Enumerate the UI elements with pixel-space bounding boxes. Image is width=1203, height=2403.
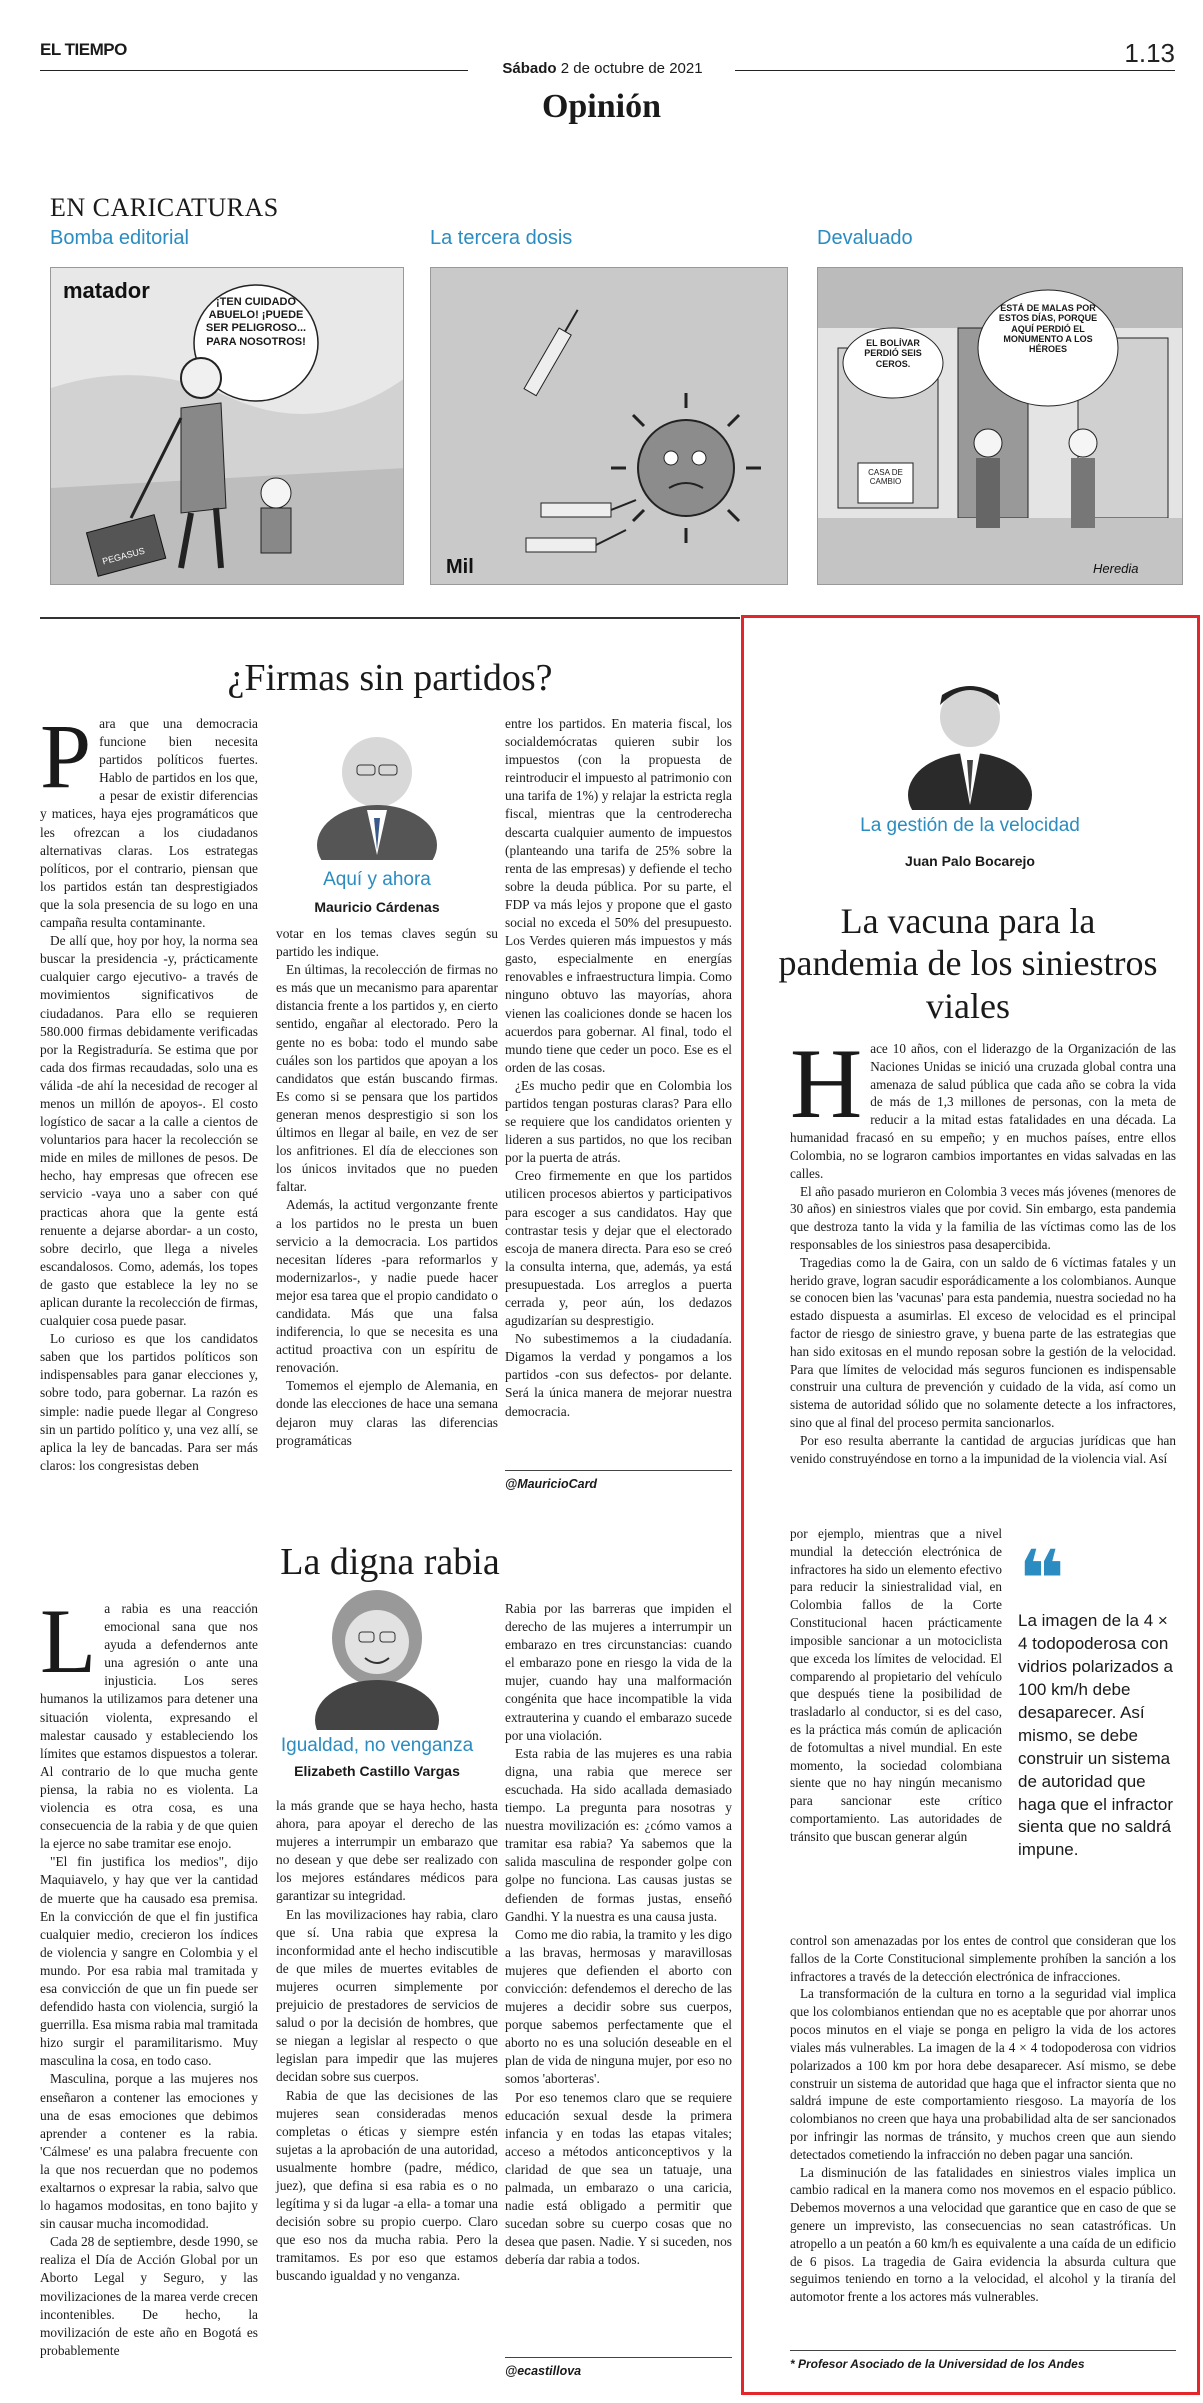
article-2-para: "El fin justifica los medios", dijo Maquiavelo, y hay que ver la cantidad de muerte que ha causado esa premisa. En la convicción de que el fin justifica cualquier medio, crecieron los índices de violencia y sangre en Colombia y el mundo. Por esa rabia mal tramitada y esa convicción de que un fin puede ser defendido hasta con violencia, surgió la guerrilla. Esa misma rabia mal tramitada hizo surgir el paramilitarismo. Muy masculina la cosa, en todo caso.	[40, 1854, 258, 2069]
article-3-title: La vacuna para la pandemia de los siniestros viales	[778, 901, 1158, 1026]
article-2-para: Como me dio rabia, la tramito y les digo a las bravas, hermosas y maravillosas mujeres que defienden el aborto con convicción: defendemos el derecho de las mujeres a decidir sobre sus cuerpos, porque sabemos perfectamente que el aborto no es una solución deseable en el plan de vida de ninguna mujer, por eso no somos 'aborteras'.	[505, 1926, 732, 2087]
article-1-column-name: Aquí y ahora	[323, 869, 431, 890]
article-2-para: a rabia es una reacción emocional sana que nos ayuda a defendernos ante una agresión o ante una injusticia. Los seres humanos la utilizamos para detener una situación violenta, expresando el malestar causado y estableciendo los límites que estamos dispuestos a tolerar. Al contrario de lo que mucha gente piensa, la rabia no es violenta. La violencia es otra cosa, es una consecuencia de la rabia y de que quien la ejerce no sabe tramitar ese enojo.	[40, 1601, 258, 1852]
cartoon-3-image	[817, 267, 1183, 585]
article-2-para: Por eso tenemos claro que se requiere educación sexual desde la primera infancia y en todas las etapas vitales; acceso a métodos anticonceptivos y la claridad de que sea un tatuaje, una palmada, un embarazo o una caricia, nadie está obligado a permitir que sucedan sobre su cuerpo cosas que no desea que pasen. Nadie. Y si suceden, nos debería dar rabia a todos.	[505, 2089, 732, 2268]
article-2-dropcap: L	[40, 1590, 97, 1692]
article-3-para: por ejemplo, mientras que a nivel mundial la detección electrónica de infractores ha sido un elemento efectivo para reducir la siniestralidad vial, en Colombia fallos de la Corte Constitucional hacen prácticamente imposible sancionar a un motociclista que exceda los límites de velocidad. El comparendo al propietario del vehículo que después tiene la posibilidad de trasladarlo al conductor, si es del caso, es la práctica más común de aplicación de fotomultas a nivel mundial. En este momento, la sociedad colombiana siente que no hay ningún mecanismo para sancionar este crítico comportamiento. Las autoridades de tránsito que buscan generar algún	[790, 1526, 1002, 1844]
article-2-author-photo	[262, 1560, 492, 1730]
article-1-para: En últimas, la recolección de firmas no es más que un mecanismo para aparentar distancia frente a los partidos y, en cierto sentido, engañar al electorado. Pero la gente no es boba: todo el mundo sabe cuáles son los partidos que apoyan a los candidatos que están buscando firmas. Es como si se pensara que los partidos generan menos desprestigio si son los últimos en llegar al baile, en vez de ser los anfitriones. El día de elecciones son los únicos invitados que no pueden faltar.	[276, 962, 498, 1195]
article-1-author-photo	[262, 710, 492, 860]
cartoon-3-bubble-1: EL BOLÍVAR PERDIÓ SEIS CEROS.	[864, 338, 922, 369]
article-3-pull-quote	[1018, 1533, 1178, 1880]
article-1-para: No subestimemos a la ciudadanía. Digamos la verdad y pongamos a los partidos -con sus defectos- por delante. Será la única manera de mejorar nuestra democracia.	[505, 1331, 732, 1419]
article-1-col-3	[505, 715, 732, 1465]
article-1-handle: @MauricioCard	[505, 1477, 598, 1491]
article-1-para: entre los partidos. En materia fiscal, los socialdemócratas quieren subir los impuestos (con la propuesta de reintroducir el impuesto al patrimonio con una tarifa de 1%) y relajar la estricta regla fiscal, mientras que la centroderecha descarta cualquier aumento de impuestos (planteando una tarifa de 25% sobre la renta de las empresas) y defiende el techo sobre la deuda pública. Por su parte, el FDP va más lejos y propone que el gasto social no exceda el 50% del presupuesto. Los Verdes quieren más impuestos y más gasto, especialmente en energías renovables e infraestructura limpia. Como ninguno obtuvo las mayorías, ahora vienen las coaliciones donde se hacen los acuerdos para gobernar. Al final, todo el mundo tiene que ceder un poco. Ese es el orden de las cosas.	[505, 716, 732, 1075]
issue-date-text: 2 de octubre de 2021	[560, 60, 703, 77]
cartoon-3-title: Devaluado	[817, 227, 913, 249]
article-1-para: Además, la actitud vergonzante frente a los partidos no le presta un buen servicio a la democracia. Los partidos necesitan líderes -para reformarlos y modernizarlos-, y nadie puede hacer mejor esa tarea que el propio candidato o candidata. Más que una falsa indiferencia, lo que se necesita es una actitud proactiva con un espíritu de renovación.	[276, 1197, 498, 1376]
article-3-col-narrow	[790, 1525, 1002, 1930]
article-1-para: Tomemos el ejemplo de Alemania, en donde las elecciones de hace una semana dejaron muy claras las diferencias programáticas	[276, 1378, 498, 1448]
article-3-footnote-rule	[790, 2350, 1176, 2351]
article-3-para: La transformación de la cultura en torno a la seguridad vial implica que los colombianos entiendan que no es aceptable que por ahorrar unos pocos minutos en el viaje se ponga en peligro la vida de los actores viales más vulnerables. La imagen de la 4 × 4 todopoderosa con vidrios polarizados a 100 km por hora debe desaparecer. Así mismo, se debe construir un sistema de autoridad que haga que el infractor sienta que no saldrá impune de este comportamiento riesgoso. La mayoría de los colombianos no creen que haya una probabilidad alta de ser sancionados por infringir las normas de tránsito, y muchos creen que aun siendo detectados cometiendo la infracción no deben pagar una sanción.	[790, 1986, 1176, 2162]
article-2-author: Elizabeth Castillo Vargas	[294, 1763, 460, 1779]
article-3-para: Por eso resulta aberrante la cantidad de argucias jurídicas que han venido construyéndose en torno a la impunidad de la violencia vial. Así	[790, 1432, 1176, 1466]
article-3-para: La disminución de las fatalidades en siniestros viales implica un cambio radical en la manera como nos movemos en el espacio público. Debemos movernos a una velocidad que garantice que en caso de que se genere un imprevisto, las consecuencias no sean catastróficas. Un atropello a un peatón a 60 km/h es equivalente a una caída de un edificio de 6 pisos. La tragedia de Gaira evidencia la absurda cultura que seguimos teniendo en torno a la velocidad, el alcohol y la tiranía del automotor frente a los actores más vulnerables.	[790, 2164, 1176, 2305]
cartoon-3-bubble-2: ESTÁ DE MALAS POR ESTOS DÍAS, PORQUE AQUÍ PERDIÓ EL MONUMENTO A LOS HÉROES	[998, 303, 1098, 355]
cartoon-1-bubble: ¡TEN CUIDADO ABUELO! ¡PUEDE SER PELIGROSO... PARA NOSOTROS!	[205, 296, 307, 348]
issue-day: Sábado	[502, 60, 557, 77]
article-1-para: Lo curioso es que los candidatos saben que los partidos políticos son indispensables para ganar elecciones y, sobre todo, para gobernar. La razón es simple: nadie puede llegar al Congreso sin un partido político y, una vez allí, se aplica la ley de bancadas. Para ser más claros: los congresistas deben	[40, 1331, 258, 1473]
article-2-handle-rule	[505, 2357, 732, 2358]
page-number: 1.13	[1124, 38, 1175, 68]
cartoon-1-book-label: PEGASUS	[101, 545, 146, 567]
pull-quote-text: La imagen de la 4 × 4 todopoderosa con vidrios polarizados a 100 km/h debe desaparecer. Así mismo, se debe construir un sistema de autoridad que haga que el infractor sienta que no saldrá impune.	[1018, 1611, 1173, 1860]
cartoon-1-image	[50, 267, 404, 585]
quote-mark-icon: ❝	[1018, 1533, 1065, 1626]
article-1-col-1	[40, 705, 258, 1505]
article-1-title: ¿Firmas sin partidos?	[227, 657, 553, 699]
cartoon-2-drawing	[431, 268, 788, 585]
article-1-para: ¿Es mucho pedir que en Colombia los partidos tengan posturas claras? Para ello se requiere que los candidatos orienten y lideren a sus partidos, no que los reciban por la puerta de atrás.	[505, 1077, 732, 1166]
article-2-column-name: Igualdad, no venganza	[280, 1735, 474, 1756]
article-3-author-block	[840, 665, 1100, 869]
article-2-para: Cada 28 de septiembre, desde 1990, se realiza el Día de Acción Global por un Aborto Legal y Seguro, y las movilizaciones de la marea verde crecen incontenibles. De hecho, la movilización de este año en Bogotá es probablemente	[40, 2234, 258, 2358]
article-2-para: Masculina, porque a las mujeres nos enseñaron a contener las emociones y una de esas emociones que debimos aprender a contener es la rabia. 'Cálmese' es una palabra frecuente con la que nos recuerdan que no podemos exaltarnos o expresar la rabia, salvo que lo hagamos modositas, en tono bajito y sin causar mucha incomodidad.	[40, 2071, 258, 2232]
cartoons-divider	[40, 617, 740, 619]
cartoon-3-sign: CASA DE CAMBIO	[868, 468, 903, 486]
article-3-col-top	[790, 1028, 1176, 1520]
cartoon-1-drawing	[51, 268, 404, 585]
article-3-para: control son amenazadas por los entes de control que consideran que los fallos de la Corte Constitucional simplemente prohíben la sanción a los infractores a través de la detección electrónica de infracciones.	[790, 1933, 1176, 1984]
article-3-author-photo	[840, 665, 1100, 810]
cartoon-3-drawing	[818, 268, 1183, 585]
article-3-para: ace 10 años, con el liderazgo de la Organización de las Naciones Unidas se inició una cruzada global contra una amenaza de salud pública que cada año se cobra la vida de más de 1,3 millones de personas, con la meta de reducir a la mitad estas fatalidades en una década. La humanidad fracasó en su empeño; y en muchos países, entre ellos Colombia, no se lograron cambios importantes en vidas salvadas en las calles.	[790, 1041, 1176, 1181]
article-3-footnote: * Profesor Asociado de la Universidad de los Andes	[790, 2357, 1085, 2371]
article-2-col-2	[276, 1797, 498, 2387]
article-3-para: El año pasado murieron en Colombia 3 veces más jóvenes (menores de 30 años) en siniestros viales que por covid. Sin embargo, esta pandemia que destroza tanto la vida y la familia de las víctimas como las de los responsables de los siniestros pasa desapercibida.	[790, 1183, 1176, 1252]
masthead: EL TIEMPO	[40, 40, 127, 59]
cartoon-2-image	[430, 267, 788, 585]
article-1-author-block	[262, 710, 492, 920]
cartoon-2-signature: Mil	[446, 556, 474, 578]
article-1-col-2	[276, 925, 498, 1495]
article-2-para: En las movilizaciones hay rabia, claro que sí. Una rabia que expresa la inconformidad ante el hecho indiscutible de que miles de muertes evitables de mujeres ocurren simplemente por prejuicio de prestadores de servicios de salud o por la decisión de hombres, que se niegan a legislar al respecto o que legislan para impedir que las mujeres decidan sobre sus cuerpos.	[276, 1906, 498, 2085]
article-2-para: Rabia por las barreras que impiden el derecho de las mujeres a interrumpir un embarazo en tres circunstancias: cuando el embarazo pone en riesgo la vida de la mujer, cuando hay una malformación congénita que hace incompatible la vida extrauterina y cuando el embarazo sucede por una violación.	[505, 1601, 732, 1743]
article-2-author-block	[262, 1560, 492, 1785]
article-1-para: Creo firmemente en que los partidos utilicen procesos abiertos y participativos para escoger a sus candidatos. Hay que contrastar tesis y dejar que el electorado escoja de manera directa. Para eso se creó la consulta interna, que, además, ya está presupuestada. Los arreglos a puerta cerrada y, peor aún, los dedazos agudizarían su desprestigio.	[505, 1168, 732, 1329]
article-2-para: Esta rabia de las mujeres es una rabia digna, una rabia que merece ser escuchada. Ha sido acallada demasiado tiempo. La pregunta para nosotras y nuestra movilización es: ¿cómo vamos a tramitar esa rabia? Ya sabemos que la salida masculina de responder golpe con golpe no funciona. Las causas justas se defienden de formas justas, enseñó Gandhi. Y la nuestra es una causa justa.	[505, 1745, 732, 1924]
article-1-para: ara que una democracia funcione bien necesita partidos políticos fuertes. Hablo de partidos en los que, a pesar de existir diferencias y matices, haya ejes programáticos que les ofrezcan a los ciudadanos alternativas claras. Los estrategas políticos, por el contrario, piensan que los partidos están tan desprestigiados que la sola presencia de su logo en una campaña resulta contaminante.	[40, 716, 258, 931]
cartoon-3-signature: Heredia	[1093, 561, 1139, 576]
article-3-column-name: La gestión de la velocidad	[860, 815, 1080, 836]
article-2-handle: @ecastillova	[505, 2364, 582, 2378]
header-rule-left	[40, 70, 468, 71]
article-1-para: votar en los temas claves según su partido les indique.	[276, 926, 498, 960]
article-2-col-1	[40, 1590, 258, 2390]
article-1-handle-rule	[505, 1470, 732, 1471]
article-3-col-bottom	[790, 1932, 1176, 2332]
article-2-para: la más grande que se haya hecho, hasta ahora, para apoyar el derecho de las mujeres a interrumpir un embarazo que no desean y que debe ser realizado con los mejores estándares médicos para garantizar su integridad.	[276, 1798, 498, 1904]
article-2-para: Rabia de que las decisiones de las mujeres sean consideradas menos completas o éticas y siempre estén sujetas a la aprobación de una autoridad, usualmente hombre (padre, médico, juez), que defina si esa rabia es o no legítima y si da lugar -a ella- a tomar una decisión sobre su propio cuerpo. Claro que eso nos da mucha rabia. Pero la tramitamos. Es por eso que estamos buscando igualdad y no venganza.	[276, 2087, 498, 2284]
article-2-col-3	[505, 1600, 732, 2350]
article-3-dropcap: H	[790, 1028, 863, 1139]
article-1-author: Mauricio Cárdenas	[314, 899, 440, 915]
cartoon-2-title: La tercera dosis	[430, 227, 573, 249]
cartoon-1-title: Bomba editorial	[50, 227, 189, 249]
section-title: Opinión	[541, 88, 662, 125]
article-1-dropcap: P	[40, 705, 92, 807]
cartoon-1-signature: matador	[63, 278, 150, 303]
article-1-para: De allí que, hoy por hoy, la norma sea buscar la presidencia -y, prácticamente cualquier cargo ejecutivo- a través de movimientos significativos de ciudadanos. Para ello se requieren 580.000 firmas debidamente verificadas por la Registraduría. Se estima que por cada dos firmas recaudadas, solo una es válida -de ahí la necesidad de recoger al menos un millón de apoyos-. El costo logístico de sacar a la calle a cientos de voluntarios para hacer la recolección se mide en miles de millones de pesos. De hecho, hay empresas que ofrecen ese servicio -vaya uno a saber con qué practicas ahora que la gente está renuente a dejarse abordar- a un costo, sobre decirlo, que llega a niveles escandalosos. Como, además, los topes de gasto que establece la ley no se aplican durante la recolección de firmas, cualquier cosa puede pasar.	[40, 933, 258, 1329]
article-3-para: Tragedias como la de Gaira, con un saldo de 6 víctimas fatales y un herido grave, logran sacudir esporádicamente a los colombianos. Aunque se conocen bien las 'vacunas' para esta pandemia, nuestra sociedad no ha estado dispuesta a asumirlas. El exceso de velocidad es el principal factor de riesgo de siniestro grave, y buena parte de las estrategias que han sido exitosas en el mundo reposan sobre la gestión de la velocidad. Para que límites de velocidad más seguros funcionen es indispensable construir una cultura de prevención y cuidado de la vida, así como un sistema de autoridad sólido que no solamente detecte a los infractores, sino que al final del proceso permita sancionarlos.	[790, 1254, 1176, 1431]
header-rule-right	[735, 70, 1175, 71]
issue-date	[470, 60, 735, 77]
article-3-author: Juan Palo Bocarejo	[905, 852, 1035, 869]
cartoons-header: EN CARICATURAS	[50, 193, 279, 222]
article-2-title: La digna rabia	[280, 1541, 500, 1583]
